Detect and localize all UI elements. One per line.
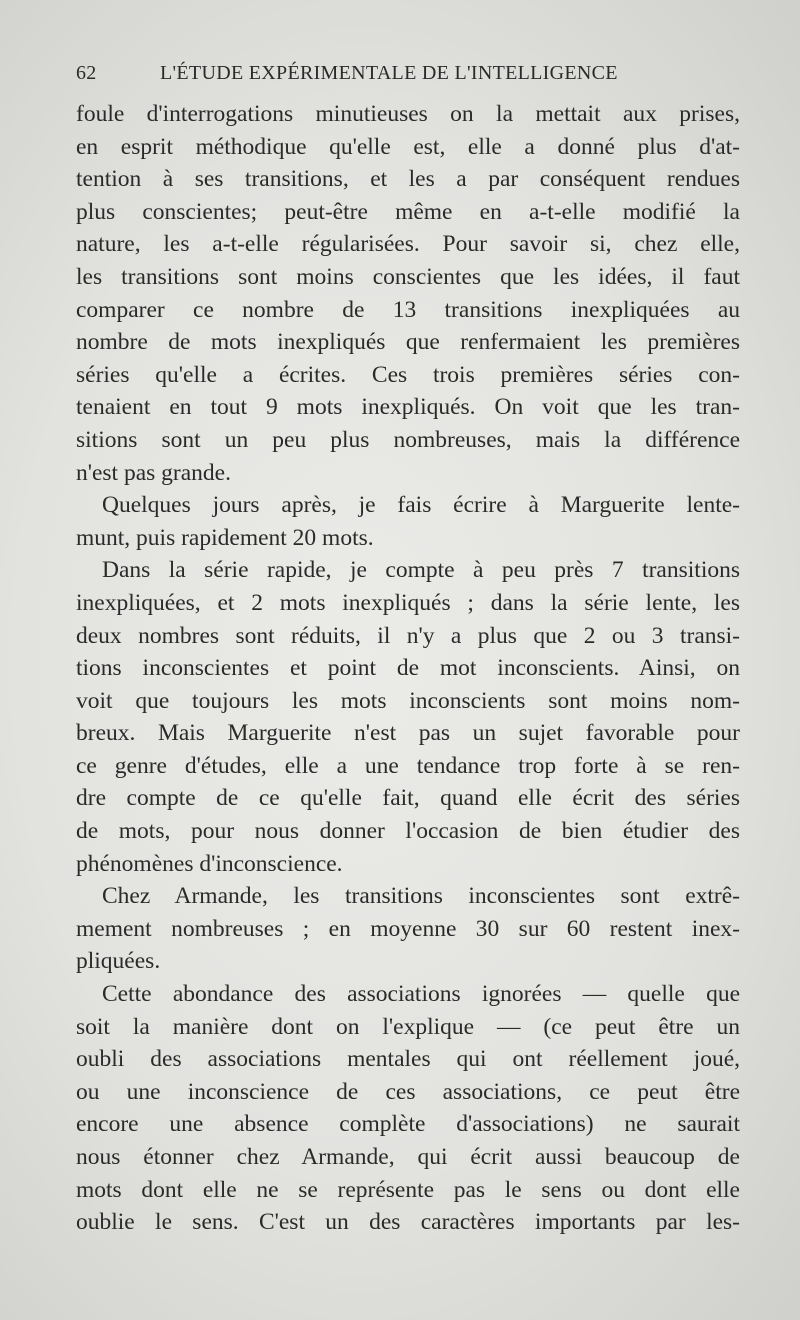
text-line: encore une absence complète d'associations) ne saurait: [76, 1111, 740, 1138]
text-line: nombre de mots inexpliqués que renfermaient les premières: [76, 329, 740, 356]
text-line: ce genre d'études, elle a une tendance trop forte à se ren-: [76, 752, 740, 779]
text-line: mement nombreuses ; en moyenne 30 sur 60 restent inex-: [76, 915, 740, 942]
text-line: dre compte de ce qu'elle fait, quand elle écrit des séries: [76, 785, 740, 812]
text-line: oubli des associations mentales qui ont réellement joué,: [76, 1046, 740, 1073]
text-line: voit que toujours les mots inconscients sont moins nom-: [76, 687, 740, 714]
text-line: mots dont elle ne se représente pas le sens ou dont elle: [76, 1176, 740, 1203]
page-number: 62: [76, 62, 97, 84]
text-line: pliquées.: [76, 948, 161, 975]
text-line: Dans la série rapide, je compte à peu près 7 transitions: [102, 557, 740, 584]
text-line: sitions sont un peu plus nombreuses, mais la différence: [76, 426, 740, 453]
text-line: inexpliquées, et 2 mots inexpliqués ; dans la série lente, les: [76, 589, 740, 616]
text-line: tenaient en tout 9 mots inexpliqués. On voit que les tran-: [76, 394, 740, 421]
text-line: ou une inconscience de ces associations, ce peut être: [76, 1078, 740, 1105]
text-line: deux nombres sont réduits, il n'y a plus que 2 ou 3 transi-: [76, 622, 740, 649]
text-line: soit la manière dont on l'explique — (ce peut être un: [76, 1013, 740, 1040]
text-line: Chez Armande, les transitions inconscientes sont extrê-: [102, 883, 740, 910]
running-title: L'ÉTUDE EXPÉRIMENTALE DE L'INTELLIGENCE: [160, 62, 618, 84]
text-line: tention à ses transitions, et les a par conséquent rendues: [76, 166, 740, 193]
body-text: [76, 98, 740, 1239]
text-line: foule d'interrogations minutieuses on la mettait aux prises,: [76, 101, 740, 127]
text-line: séries qu'elle a écrites. Ces trois premières séries con-: [76, 361, 740, 388]
text-line: Quelques jours après, je fais écrire à Marguerite lente-: [102, 492, 740, 519]
text-line: n'est pas grande.: [76, 459, 231, 486]
text-line: en esprit méthodique qu'elle est, elle a donné plus d'at-: [76, 133, 740, 160]
text-line: comparer ce nombre de 13 transitions inexpliquées au: [76, 296, 740, 323]
text-line: plus conscientes; peut-être même en a-t-elle modifié la: [76, 198, 740, 225]
text-line: oublie le sens. C'est un des caractères importants par les-: [76, 1209, 740, 1236]
text-line: les transitions sont moins conscientes que les idées, il faut: [76, 263, 740, 290]
text-line: nature, les a-t-elle régularisées. Pour savoir si, chez elle,: [76, 231, 740, 258]
text-line: Cette abondance des associations ignorées — quelle que: [102, 981, 740, 1008]
text-line: breux. Mais Marguerite n'est pas un sujet favorable pour: [76, 720, 740, 747]
text-line: tions inconscientes et point de mot inconscients. Ainsi, on: [76, 655, 740, 682]
text-line: phénomènes d'inconscience.: [76, 850, 343, 877]
text-line: munt, puis rapidement 20 mots.: [76, 524, 374, 551]
text-line: nous étonner chez Armande, qui écrit aussi beaucoup de: [76, 1144, 740, 1170]
text-line: de mots, pour nous donner l'occasion de bien étudier des: [76, 818, 740, 845]
page-header: [76, 62, 726, 90]
